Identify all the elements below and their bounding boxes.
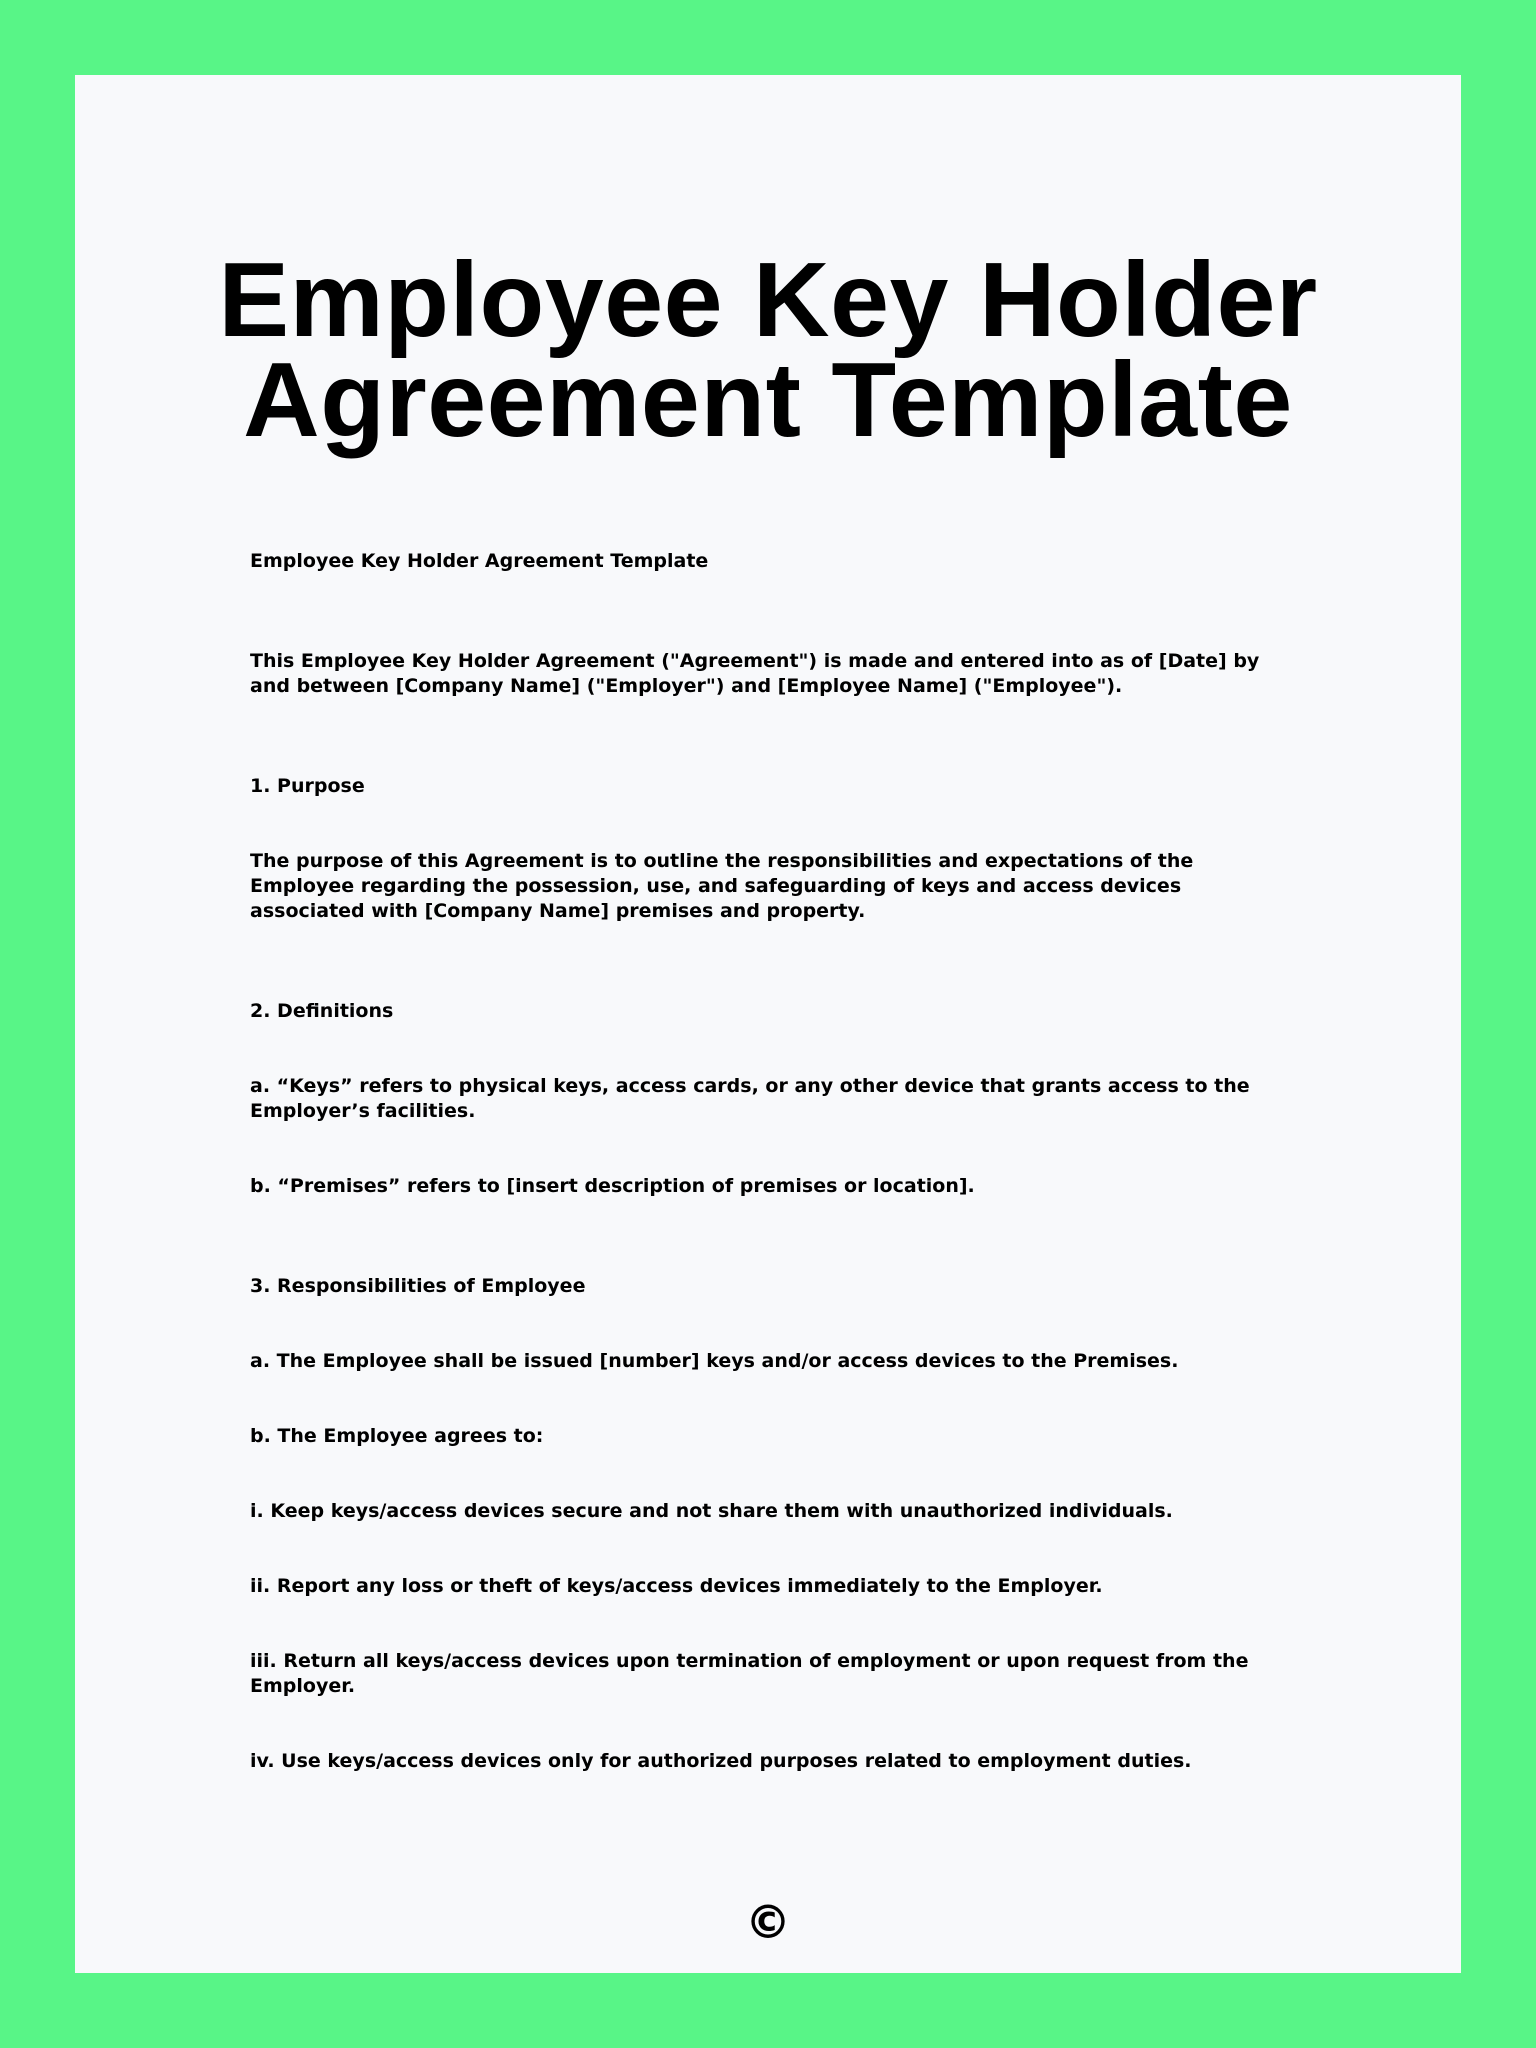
document-heading: Employee Key Holder Agreement Template	[250, 550, 709, 572]
section-heading-purpose: 1. Purpose	[250, 775, 365, 797]
section-heading-definitions: 2. Definitions	[250, 1000, 394, 1022]
section-heading-responsibilities: 3. Responsibilities of Employee	[250, 1275, 586, 1297]
responsibility-i: i. Keep keys/access devices secure and not share them with unauthorized individuals.	[250, 1500, 1173, 1522]
responsibility-iv: iv. Use keys/access devices only for authorized purposes related to employment duties.	[250, 1750, 1192, 1772]
responsibility-a: a. The Employee shall be issued [number] keys and/or access devices to the Premises.	[250, 1350, 1179, 1372]
document-title: Employee Key Holder Agreement Template	[218, 241, 1318, 459]
document-body	[250, 549, 1290, 1774]
definition-keys: a. “Keys” refers to physical keys, access cards, or any other device that grants access to the Employer’s facilities.	[250, 1075, 1250, 1122]
intro-paragraph: This Employee Key Holder Agreement ("Agreement") is made and entered into as of [Date] by and between [Company Name] ("Employer") and [Employee Name] ("Employee").	[250, 650, 1260, 697]
copyright-icon: ©	[745, 1895, 791, 1949]
definition-premises: b. “Premises” refers to [insert description of premises or location].	[250, 1175, 975, 1197]
responsibility-ii: ii. Report any loss or theft of keys/access devices immediately to the Employer.	[250, 1575, 1103, 1597]
responsibility-iii: iii. Return all keys/access devices upon termination of employment or upon request from the Employer.	[250, 1650, 1249, 1697]
responsibility-b: b. The Employee agrees to:	[250, 1425, 544, 1447]
purpose-paragraph: The purpose of this Agreement is to outline the responsibilities and expectations of the Employee regarding the possession, use, and safeguarding of keys and access devices associated with [Company Name] premises and property.	[250, 850, 1194, 922]
document-page	[75, 75, 1461, 1973]
